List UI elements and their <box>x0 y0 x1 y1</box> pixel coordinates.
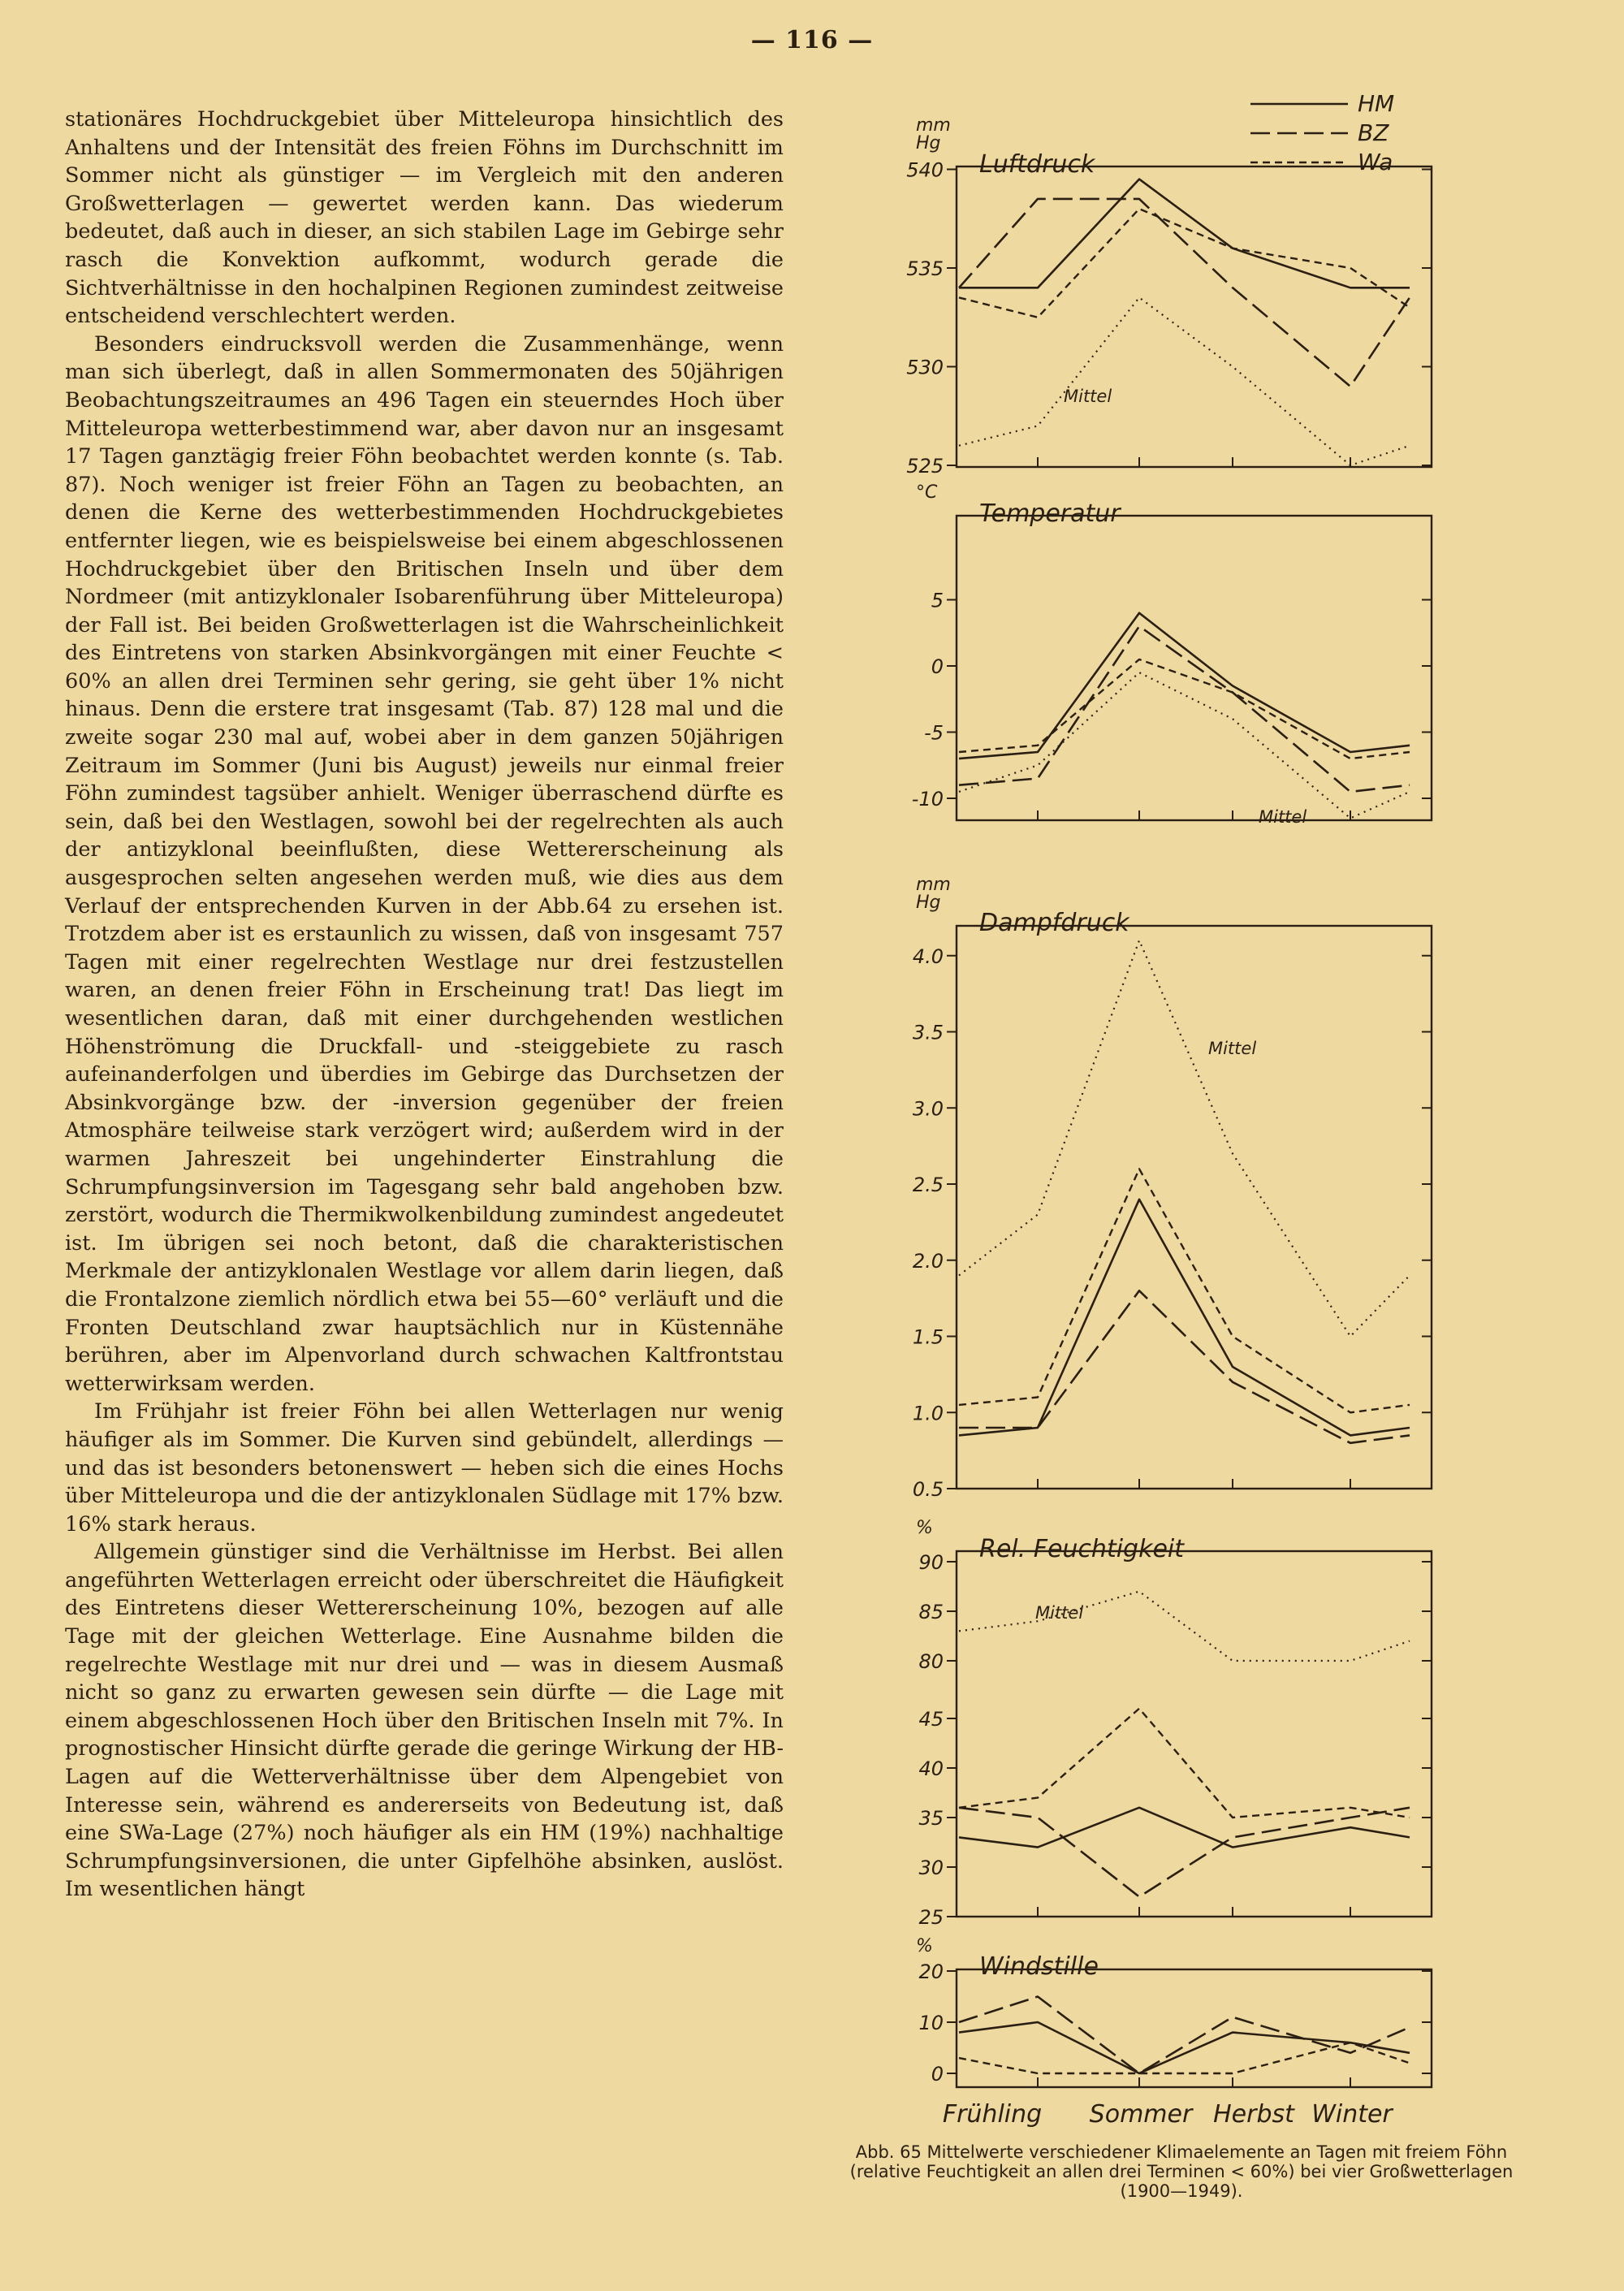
series-line-hm <box>959 613 1410 759</box>
y-tick-label: 5 <box>931 589 944 612</box>
mittel-label: Mittel <box>1035 1603 1084 1623</box>
y-tick-label: 1.5 <box>912 1325 944 1349</box>
charts-svg <box>812 89 1624 2136</box>
page-number: — 116 — <box>750 26 874 54</box>
series-line-mittel <box>959 297 1410 465</box>
y-tick-label: 30 <box>918 1857 944 1879</box>
chart-ylabel: Hg <box>916 133 941 153</box>
y-tick-label: 35 <box>918 1807 944 1830</box>
y-tick-label: 85 <box>918 1601 944 1623</box>
series-line-bz <box>959 1808 1410 1897</box>
chart-title: Temperatur <box>979 499 1121 528</box>
body-text <box>65 106 784 1904</box>
y-tick-label: 540 <box>906 158 944 182</box>
y-tick-label: 0 <box>931 655 944 678</box>
y-tick-label: 3.0 <box>912 1097 944 1121</box>
series-line-hm <box>959 179 1410 288</box>
mittel-label: Mittel <box>1208 1039 1257 1058</box>
y-tick-label: -10 <box>911 788 944 810</box>
series-line-bz <box>959 199 1410 387</box>
chart-ylabel: % <box>916 1936 933 1956</box>
chart-ylabel: °C <box>916 482 938 503</box>
chart-ylabel: mm <box>916 875 951 895</box>
y-tick-label: 40 <box>918 1757 944 1780</box>
y-tick-label: 3.5 <box>912 1021 944 1044</box>
chart-ylabel: Hg <box>916 893 941 913</box>
legend-label-hm: HM <box>1358 90 1395 117</box>
mittel-label: Mittel <box>1259 807 1307 827</box>
season-axis-labels <box>943 2100 1394 2129</box>
y-tick-label: 0.5 <box>912 1478 944 1501</box>
series-line-hm <box>959 1808 1410 1848</box>
series-line-hm <box>959 1200 1410 1436</box>
chart-frame <box>957 1969 1432 2087</box>
series-line-wa <box>959 2042 1410 2073</box>
season-label: Winter <box>1311 2100 1393 2129</box>
chart-title: Dampfdruck <box>979 909 1129 937</box>
figure-caption: Abb. 65 Mittelwerte verschiedener Klimaelemente an Tagen mit freiem Föhn (relative Feuchtigkeit an allen drei Terminen < 60%) bei vier Großwetterlagen (1900—1949). <box>849 2142 1514 2201</box>
series-line-wa <box>959 659 1410 759</box>
chart-frame <box>957 926 1432 1489</box>
y-tick-label: 25 <box>918 1906 944 1929</box>
paragraph: stationäres Hochdruckgebiet über Mitteleuropa hinsichtlich des Anhaltens und der Intensität des freien Föhns im Durchschnitt im Sommer nicht als günstiger — im Vergleich mit den anderen Großwetterlagen — gewertet werden kann. Das wiederum bedeutet, daß auch in dieser, an sich stabilen Lage im Gebirge sehr rasch die Konvektion aufkommt, wodurch gerade die Sichtverhältnisse in den hochalpinen Regionen zumindest zeitweise entscheidend verschlechtert werden. <box>65 107 784 329</box>
legend-label-bz: BZ <box>1358 119 1389 146</box>
series-line-bz <box>959 1997 1410 2074</box>
charts-layer <box>906 115 1432 2087</box>
paragraph: Allgemein günstiger sind die Verhältnisse im Herbst. Bei allen angeführten Wetterlagen erreicht oder überschreitet die Häufigkeit des Eintretens dieser Wettererscheinung 10%, bezogen auf alle Tage mit der gleichen Wetterlage. Eine Ausnahme bilden die regelrechte Westlage mit nur drei und — was in diesem Ausmaß nicht so ganz zu erwarten gewesen sein dürfte — die Lage mit einem abgeschlossenen Hoch über den Britischen Inseln mit 7%. In prognostischer Hinsicht dürfte gerade die geringe Wirkung der HB-Lagen auf die Wetterverhältnisse über dem Alpengebiet von Interesse sein, während es andererseits von Bedeutung ist, daß eine SWa-Lage (27%) noch häufiger als ein HM (19%) nachhaltige Schrumpfungsinversionen, die unter Gipfelhöhe absinken, auslöst. Im wesentlichen hängt <box>65 1540 784 1902</box>
legend <box>1250 90 1394 175</box>
chart-title: Luftdruck <box>979 150 1095 179</box>
series-line-mittel <box>959 940 1410 1337</box>
chart-frame <box>957 516 1432 820</box>
chart-frame <box>957 166 1432 467</box>
season-label: Herbst <box>1213 2100 1294 2129</box>
y-tick-label: 525 <box>906 455 944 478</box>
y-tick-label: 80 <box>918 1650 944 1673</box>
chart-ylabel: mm <box>916 115 951 136</box>
legend-label-wa: Wa <box>1358 149 1393 175</box>
chart-title: Rel. Feuchtigkeit <box>979 1535 1185 1563</box>
y-tick-label: 2.0 <box>912 1249 944 1273</box>
mittel-label: Mittel <box>1064 387 1112 406</box>
paragraph: Besonders eindrucksvoll werden die Zusammenhänge, wenn man sich überlegt, daß in allen Sommermonaten des 50jährigen Beobachtungszeitraumes an 496 Tagen ein steuerndes Hoch über Mitteleuropa wetterbestimmend war, aber davon nur an insgesamt 17 Tagen ganztägig freier Föhn beobachtet werden konnte (s. Tab. 87). Noch weniger ist freier Föhn an Tagen zu beobachten, an denen die Kerne des wetterbestimmenden Hochdruckgebietes entfernter liegen, wie es beispielsweise bei einem abgeschlossenen Hochdruckgebiet über den Britischen Inseln und über dem Nordmeer (mit antizyklonaler Isobarenführung über Mitteleuropa) der Fall ist. Bei beiden Großwetterlagen ist die Wahrscheinlichkeit des Eintretens von starken Absinkvorgängen mit einer Feuchte < 60% an allen drei Terminen sehr gering, sie geht über 1% nicht hinaus. Denn die erstere trat insgesamt (Tab. 87) 128 mal und die zweite sogar 230 mal auf, wobei aber in dem ganzen 50jährigen Zeitraum im Sommer (Juni bis August) jeweils nur einmal freier Föhn zumindest tagsüber anhielt. Weniger überraschend dürfte es sein, daß bei den Westlagen, sowohl bei der regelrechten als auch der antizyklonal beeinflußten, diese Wettererscheinung als ausgesprochen selten angesehen werden muß, wie dies aus dem Verlauf der entsprechenden Kurven in der Abb.64 zu ersehen ist. Trotzdem aber ist es erstaunlich zu wissen, daß von insgesamt 757 Tagen mit einer regelrechten Westlage nur drei festzustellen waren, an denen freier Föhn in Erscheinung trat! Das liegt im wesentlichen daran, daß mit einer durchgehenden westlichen Höhenströmung die Druckfall- und -steiggebiete zu rasch aufeinanderfolgen und überdies im Gebirge das Durchsetzen der Absinkvorgänge bzw. der -inversion gegenüber der freien Atmosphäre teilweise stark verzögert wird; außerdem wird in der warmen Jahreszeit bei ungehinderter Einstrahlung die Schrumpfungsinversion im Tagesgang sehr bald angehoben bzw. zerstört, wodurch die Thermikwolkenbildung zumindest angedeutet ist. Im übrigen sei noch betont, daß die charakteristischen Merkmale der antizyklonalen Westlage vor allem darin liegen, daß die Frontalzone ziemlich nördlich etwa bei 55—60° verläuft und die Fronten Deutschland zwar hauptsächlich nur in Küstennähe berühren, aber im Alpenvorland durch schwachen Kaltfrontstau wetterwirksam werden. <box>65 331 784 1396</box>
series-line-mittel <box>959 1592 1410 1661</box>
series-line-wa <box>959 1169 1410 1412</box>
series-line-bz <box>959 626 1410 792</box>
y-tick-label: 10 <box>918 2012 944 2034</box>
series-line-hm <box>959 2022 1410 2073</box>
y-tick-label: 0 <box>931 2063 944 2086</box>
y-tick-label: 4.0 <box>912 944 944 968</box>
chart-title: Windstille <box>979 1952 1099 1981</box>
y-tick-label: 2.5 <box>912 1174 944 1196</box>
y-tick-label: 1.0 <box>912 1402 944 1425</box>
y-tick-label: -5 <box>924 721 944 745</box>
series-line-wa <box>959 1709 1410 1818</box>
y-tick-label: 535 <box>906 257 944 280</box>
y-tick-label: 90 <box>918 1551 944 1574</box>
chart-ylabel: % <box>916 1518 933 1538</box>
y-tick-label: 530 <box>906 356 944 379</box>
y-tick-label: 20 <box>918 1960 944 1983</box>
paragraph: Im Frühjahr ist freier Föhn bei allen Wetterlagen nur wenig häufiger als im Sommer. Die Kurven sind gebündelt, allerdings — und das ist besonders betonenswert — heben sich die eines Hochs über Mitteleuropa und die der antizyklonalen Südlage mit 17% bzw. 16% stark heraus. <box>65 1399 784 1537</box>
season-label: Frühling <box>942 2100 1043 2129</box>
series-line-bz <box>959 1290 1410 1443</box>
season-label: Sommer <box>1089 2100 1193 2129</box>
y-tick-label: 45 <box>918 1708 944 1731</box>
figure-climate-charts <box>812 89 1624 2168</box>
series-line-wa <box>959 209 1410 318</box>
